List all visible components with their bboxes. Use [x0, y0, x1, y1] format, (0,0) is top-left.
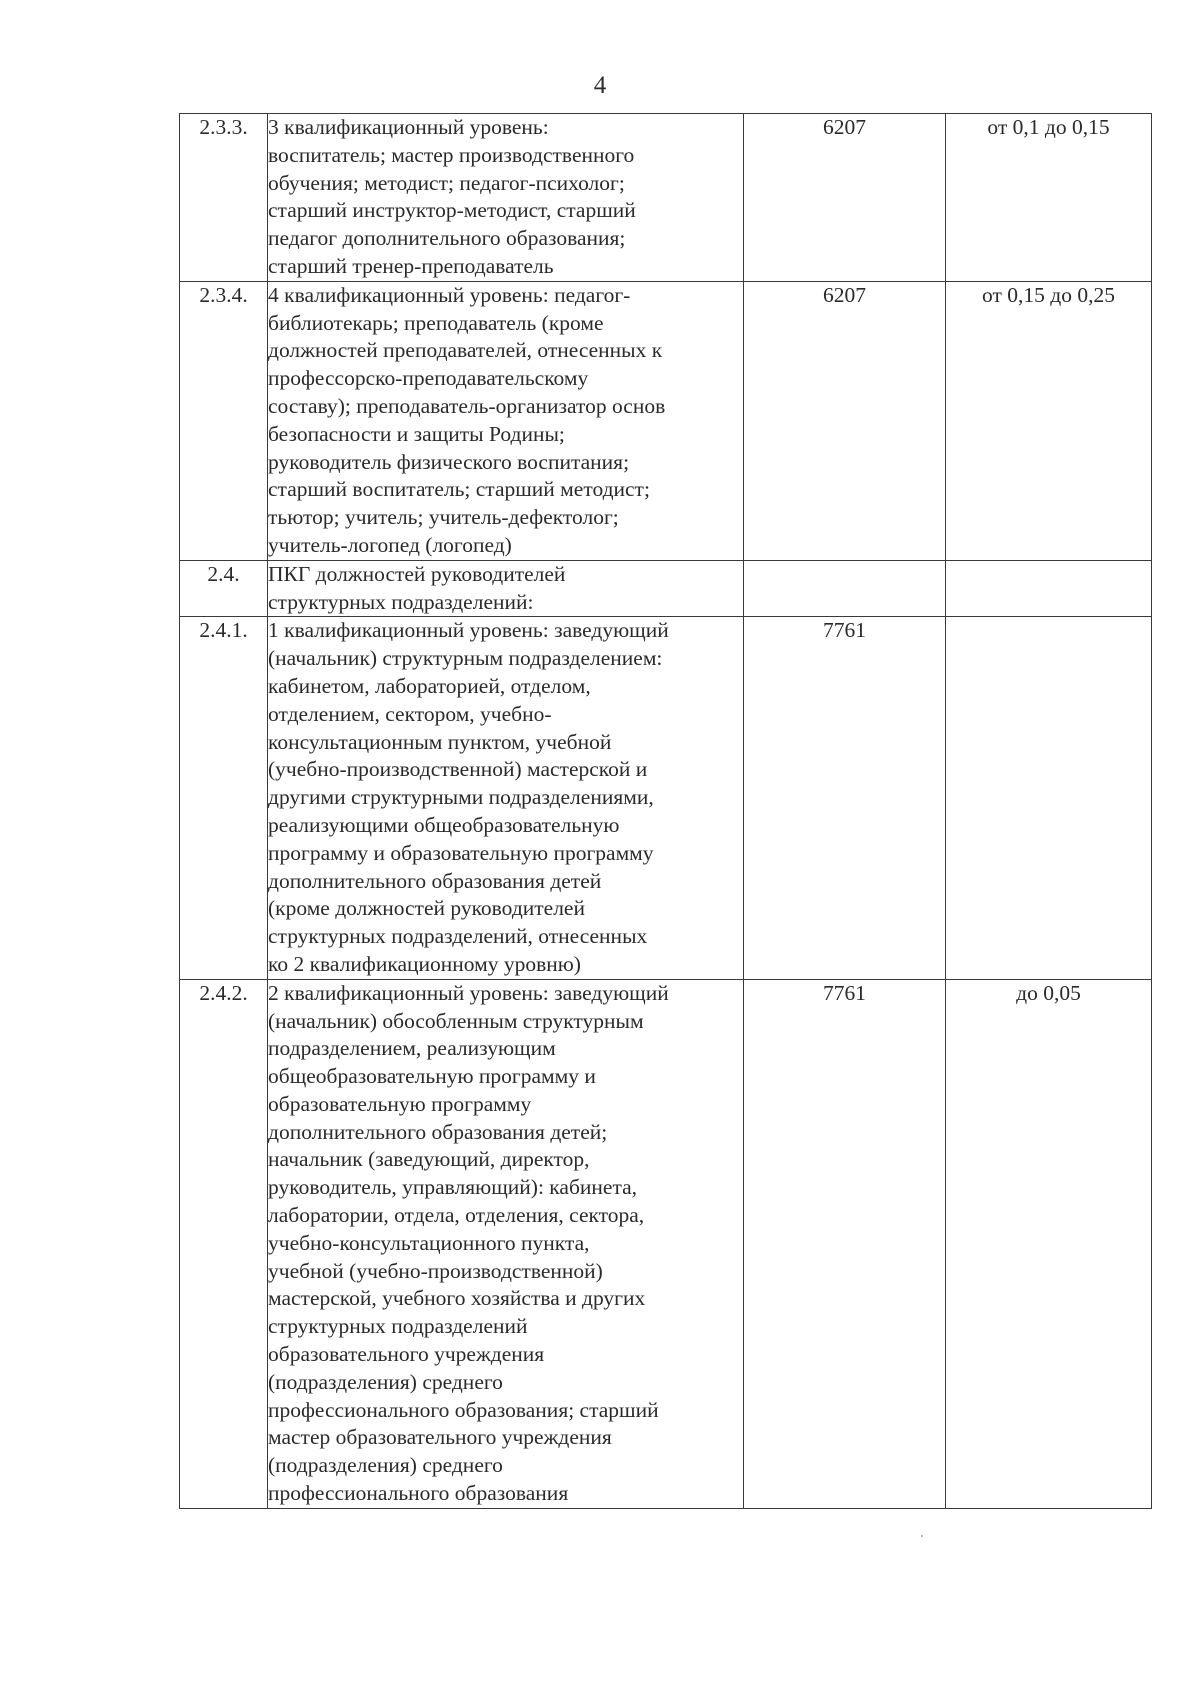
description-line: руководитель физического воспитания;	[268, 449, 630, 474]
description-line: 1 квалификационный уровень: заведующий	[268, 618, 669, 643]
description-line: тьютор; учитель; учитель-дефектолог;	[268, 505, 619, 530]
table-row	[180, 617, 1152, 979]
description-line: подразделением, реализующим	[268, 1036, 556, 1061]
position-description-cell	[268, 617, 744, 979]
description-line: (начальник) обособленным структурным	[268, 1008, 644, 1033]
description-line: (подразделения) среднего	[268, 1369, 503, 1394]
row-number-cell: 2.4.2.	[180, 979, 268, 1508]
description-line: профессионального образования; старший	[268, 1397, 659, 1422]
description-line: старший тренер-преподаватель	[268, 253, 554, 278]
position-description-cell	[268, 560, 744, 617]
position-description-cell	[268, 979, 744, 1508]
description-line: мастер образовательного учреждения	[268, 1425, 612, 1450]
base-salary-cell: 7761	[744, 617, 946, 979]
description-line: должностей преподавателей, отнесенных к	[268, 338, 663, 363]
row-number-cell: 2.4.	[180, 560, 268, 617]
description-line: мастерской, учебного хозяйства и других	[268, 1286, 646, 1311]
description-line: реализующими общеобразовательную	[268, 812, 620, 837]
description-line: кабинетом, лабораторией, отделом,	[268, 673, 591, 698]
salary-table	[179, 113, 1152, 1509]
table-row	[180, 560, 1152, 617]
description-line: (подразделения) среднего	[268, 1453, 503, 1478]
description-line: 3 квалификационный уровень:	[268, 115, 549, 139]
table-row	[180, 281, 1152, 560]
description-line: учитель-логопед (логопед)	[268, 532, 512, 557]
row-number-cell: 2.3.4.	[180, 281, 268, 560]
description-line: старший воспитатель; старший методист;	[268, 477, 650, 502]
description-line: (учебно-производственной) мастерской и	[268, 757, 648, 782]
table-row	[180, 979, 1152, 1508]
salary-table-body	[180, 114, 1152, 1509]
description-line: образовательную программу	[268, 1091, 532, 1116]
row-number-cell: 2.3.3.	[180, 114, 268, 282]
coefficient-cell: от 0,1 до 0,15	[946, 114, 1152, 282]
description-line: учебно-консультационного пункта,	[268, 1230, 590, 1255]
row-number-cell: 2.4.1.	[180, 617, 268, 979]
base-salary-cell	[744, 560, 946, 617]
position-description-cell	[268, 281, 744, 560]
coefficient-cell	[946, 560, 1152, 617]
coefficient-cell: до 0,05	[946, 979, 1152, 1508]
description-line: воспитатель; мастер производственного	[268, 142, 635, 167]
description-line: ПКГ должностей руководителей	[268, 561, 566, 586]
description-line: дополнительного образования детей;	[268, 1119, 608, 1144]
description-line: (кроме должностей руководителей	[268, 896, 585, 921]
description-line: 2 квалификационный уровень: заведующий	[268, 980, 669, 1005]
page-number: 4	[593, 72, 607, 99]
description-line: обучения; методист; педагог-психолог;	[268, 170, 625, 195]
description-line: структурных подразделений	[268, 1314, 528, 1339]
description-line: структурных подразделений, отнесенных	[268, 924, 648, 949]
description-line: консультационным пунктом, учебной	[268, 729, 612, 754]
description-line: профессионального образования	[268, 1481, 569, 1506]
scan-speck	[921, 1535, 923, 1537]
description-line: начальник (заведующий, директор,	[268, 1147, 590, 1172]
description-line: старший инструктор-методист, старший	[268, 198, 636, 223]
description-line: (начальник) структурным подразделением:	[268, 646, 663, 671]
coefficient-cell: от 0,15 до 0,25	[946, 281, 1152, 560]
description-line: отделением, сектором, учебно-	[268, 701, 552, 726]
description-line: общеобразовательную программу и	[268, 1064, 596, 1089]
description-line: учебной (учебно-производственной)	[268, 1258, 603, 1283]
description-line: 4 квалификационный уровень: педагог-	[268, 282, 631, 307]
description-line: руководитель, управляющий): кабинета,	[268, 1175, 638, 1200]
description-line: дополнительного образования детей	[268, 868, 602, 893]
description-line: программу и образовательную программу	[268, 840, 654, 865]
description-line: профессорско-преподавательскому	[268, 366, 589, 391]
base-salary-cell: 6207	[744, 114, 946, 282]
table-row	[180, 114, 1152, 282]
base-salary-cell: 7761	[744, 979, 946, 1508]
description-line: безопасности и защиты Родины;	[268, 421, 565, 446]
description-line: педагог дополнительного образования;	[268, 226, 626, 251]
base-salary-cell: 6207	[744, 281, 946, 560]
position-description-cell	[268, 114, 744, 282]
description-line: библиотекарь; преподаватель (кроме	[268, 310, 604, 335]
description-line: другими структурными подразделениями,	[268, 785, 654, 810]
coefficient-cell	[946, 617, 1152, 979]
description-line: составу); преподаватель-организатор основ	[268, 393, 666, 418]
description-line: образовательного учреждения	[268, 1342, 545, 1367]
description-line: лаборатории, отдела, отделения, сектора,	[268, 1203, 645, 1228]
description-line: структурных подразделений:	[268, 589, 534, 614]
description-line: ко 2 квалификационному уровню)	[268, 951, 581, 976]
